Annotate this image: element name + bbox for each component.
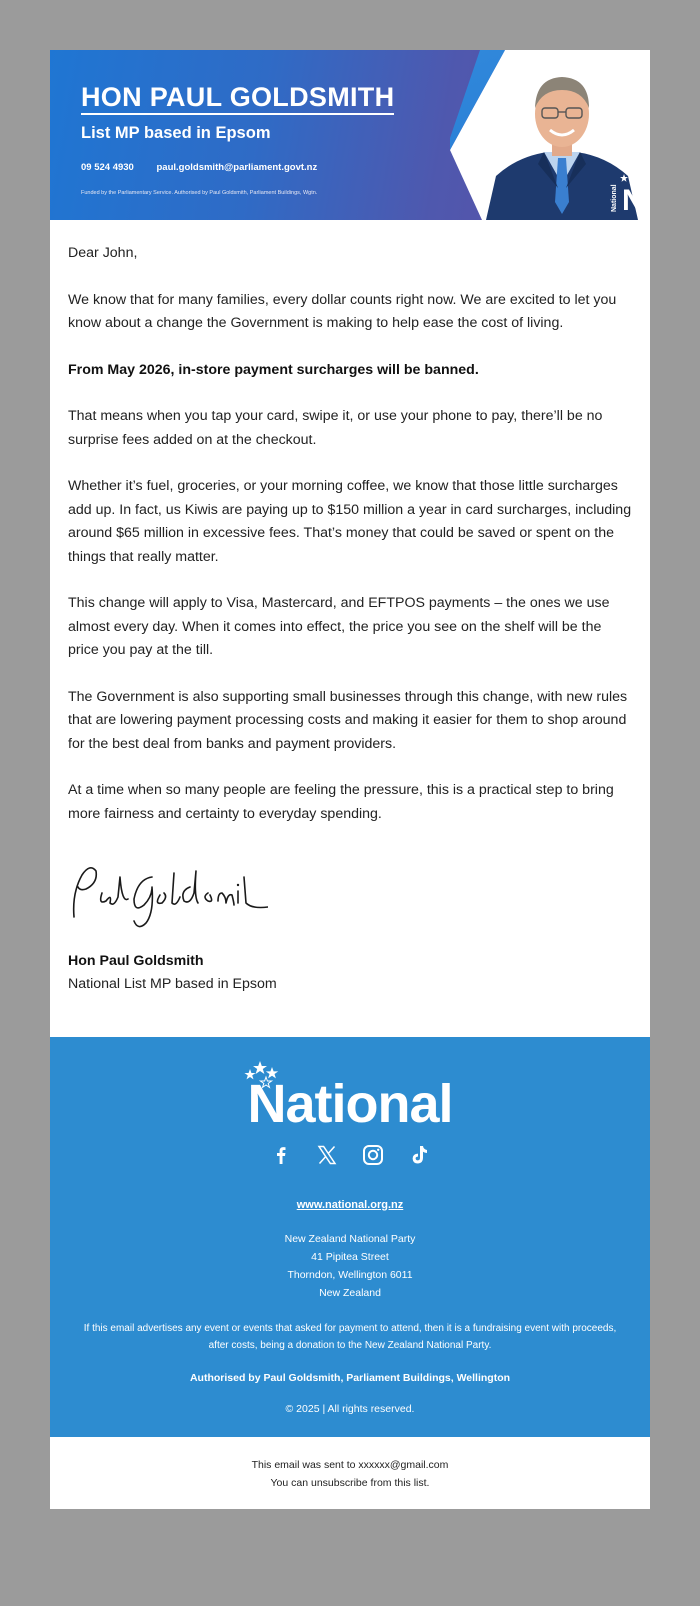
address-line: Thorndon, Wellington 6011 — [287, 1268, 413, 1281]
phone-number: 09 524 4930 — [81, 162, 134, 173]
website-link[interactable]: www.national.org.nz — [296, 1198, 404, 1211]
x-icon[interactable] — [315, 1143, 339, 1167]
signature-image — [68, 853, 268, 931]
tiktok-icon[interactable] — [407, 1143, 431, 1167]
footer — [50, 1037, 650, 1437]
mp-name: HON PAUL GOLDSMITH — [81, 82, 394, 115]
postal-address — [80, 1230, 620, 1302]
signatory-name: Hon Paul Goldsmith — [68, 952, 204, 969]
instagram-icon[interactable] — [361, 1143, 385, 1167]
funded-notice: Funded by the Parliamentary Service. Authorised by Paul Goldsmith, Parliament Buildings, Wgtn. — [81, 190, 318, 196]
paragraph-surcharges: Whether it’s fuel, groceries, or your morning coffee, we know that those little surcharges add up. In fact, us Kiwis are paying up to $150 million a year in card surcharges, including around $65 million in excessive fees. That’s money that could be saved or spent on the things that really matter. — [68, 478, 632, 565]
email-address[interactable]: paul.goldsmith@parliament.govt.nz — [156, 162, 318, 173]
address-line: 41 Pipitea Street — [311, 1250, 389, 1263]
paragraph-intro: We know that for many families, every dollar counts right now. We are excited to let you know about a change the Government is making to help ease the cost of living. — [68, 291, 617, 331]
email-container — [50, 50, 650, 1509]
fundraising-disclaimer: If this email advertises any event or events that asked for payment to attend, then it is a fundraising event with proceeds, after costs, being a donation to the New Zealand National Party. — [83, 1322, 617, 1351]
badge-text: National — [611, 184, 618, 212]
national-logo[interactable] — [230, 1059, 470, 1125]
paragraph-businesses: The Government is also supporting small businesses through this change, with new rules that are lowering payment processing costs and making it easier for them to shop around for the best deal from banks and payment providers. — [68, 688, 628, 752]
contact-line — [81, 162, 337, 173]
paragraph-closing: At a time when so many people are feeling the pressure, this is a practical step to bring more fairness and certainty to everyday spending. — [68, 782, 614, 822]
unsubscribe-link[interactable]: You can unsubscribe from this list. — [270, 1476, 430, 1489]
address-line: New Zealand National Party — [284, 1232, 416, 1245]
sent-to-text: This email was sent to xxxxxx@gmail.com — [251, 1458, 449, 1471]
mp-role: List MP based in Epsom — [81, 124, 271, 142]
social-links — [80, 1143, 620, 1167]
signatory-title: National List MP based in Epsom — [68, 976, 277, 992]
header-banner — [50, 50, 650, 220]
logo-wordmark: National — [247, 1073, 453, 1125]
paragraph-headline: From May 2026, in-store payment surcharges will be banned. — [68, 361, 479, 378]
facebook-icon[interactable] — [269, 1143, 293, 1167]
letter-body — [50, 220, 650, 1037]
copyright: © 2025 | All rights reserved. — [285, 1402, 415, 1415]
paragraph-checkout: That means when you tap your card, swipe it, or use your phone to pay, there’ll be no surprise fees added on at the checkout. — [68, 408, 603, 448]
paragraph-payments: This change will apply to Visa, Mastercard, and EFTPOS payments – the ones we use almost every day. When it comes into effect, the price you see on the shelf will be the price you pay at the till. — [68, 595, 610, 658]
authorisation-statement: Authorised by Paul Goldsmith, Parliament Buildings, Wellington — [189, 1371, 511, 1384]
svg-text:N: N — [622, 184, 644, 217]
greeting: Dear John, — [68, 245, 138, 261]
address-line: New Zealand — [319, 1286, 381, 1299]
mp-portrait — [478, 64, 646, 220]
subscription-notice — [50, 1437, 650, 1509]
